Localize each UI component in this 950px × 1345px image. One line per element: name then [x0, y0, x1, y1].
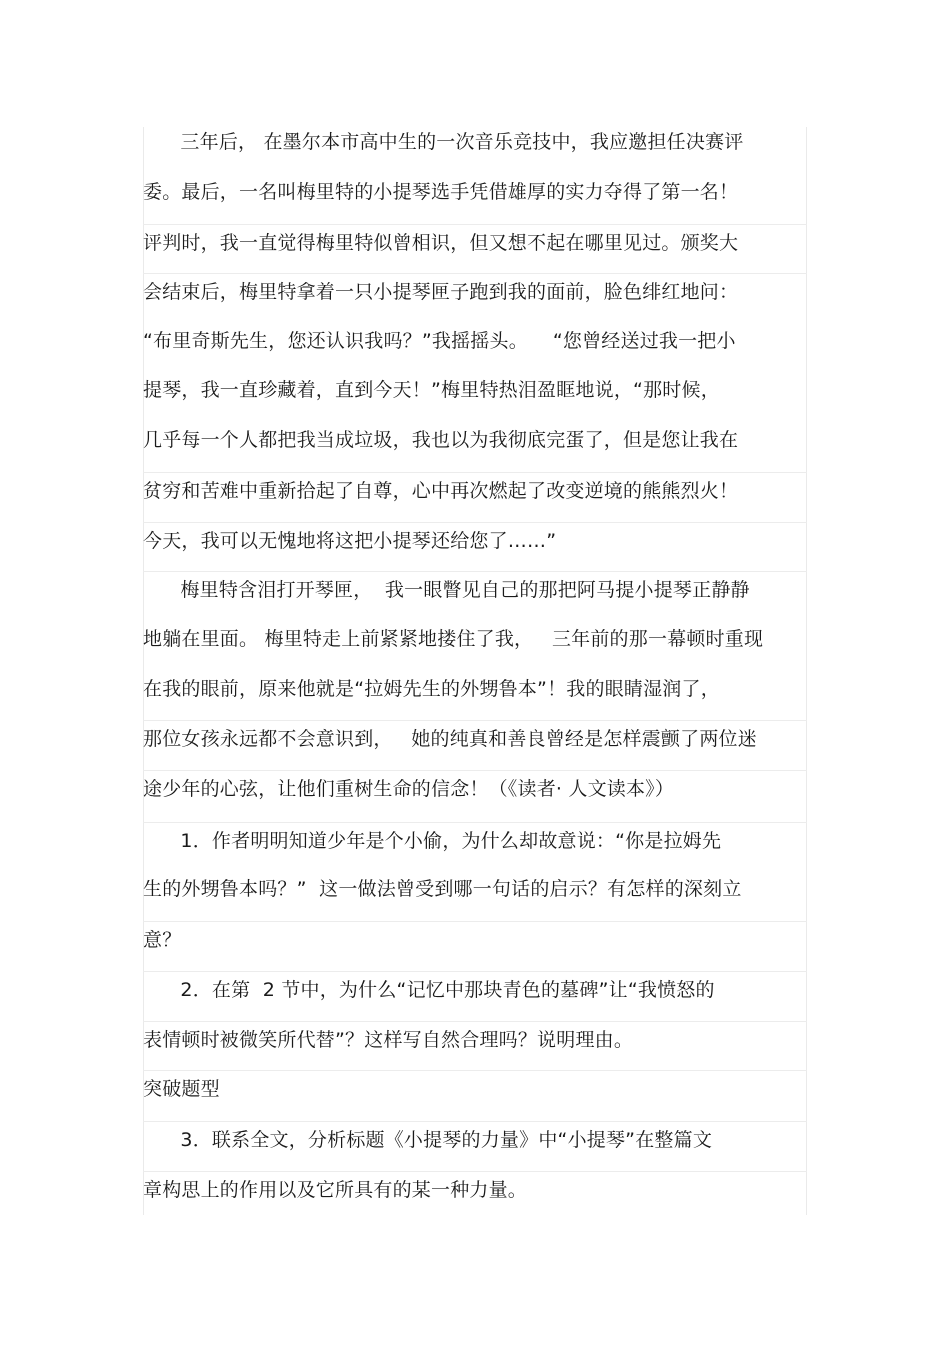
question-2-line-2: 表情顿时被微笑所代替”？这样写自然合理吗？说明理由。: [143, 1021, 807, 1058]
question-2-line-1: 2．在第 2 节中，为什么“记忆中那块青色的墓碑”让“我愤怒的: [143, 971, 807, 1008]
paragraph-line-1: 三年后， 在墨尔本市高中生的一次音乐竞技中，我应邀担任决赛评: [143, 131, 744, 153]
paragraph-line-5: “布里奇斯先生，您还认识我吗？”我摇摇头。 “您曾经送过我一把小: [143, 330, 736, 352]
question-1-line-3: 意？: [143, 921, 807, 958]
question-3-line-1: 3．联系全文，分析标题《小提琴的力量》中“小提琴”在整篇文: [143, 1121, 807, 1158]
question-1-line-2: 生的外甥鲁本吗？” 这一做法曾受到哪一句话的启示？有怎样的深刻立: [143, 878, 742, 900]
section-heading: 突破题型: [143, 1070, 807, 1107]
paragraph-line-4: 会结束后，梅里特拿着一只小提琴匣子跑到我的面前，脸色绯红地问：: [143, 273, 807, 310]
paragraph-line-2: 委。最后，一名叫梅里特的小提琴选手凭借雄厚的实力夺得了第一名！: [143, 181, 739, 203]
paragraph-line-14: 途少年的心弦，让他们重树生命的信念！（《读者· 人文读本》）: [143, 770, 807, 807]
question-1-line-1: 1．作者明明知道少年是个小偷，为什么却故意说：“你是拉姆先: [143, 822, 807, 859]
paragraph-line-8: 贫穷和苦难中重新拾起了自尊，心中再次燃起了改变逆境的熊熊烈火！: [143, 472, 807, 509]
paragraph-line-11: 地躺在里面。 梅里特走上前紧紧地搂住了我， 三年前的那一幕顿时重现: [143, 628, 764, 650]
paragraph-line-12: 在我的眼前，原来他就是“拉姆先生的外甥鲁本”！我的眼睛湿润了，: [143, 678, 720, 700]
paragraph-line-3: 评判时，我一直觉得梅里特似曾相识，但又想不起在哪里见过。颁奖大: [143, 224, 807, 261]
paragraph-line-13: 那位女孩永远都不会意识到， 她的纯真和善良曾经是怎样震颤了两位迷: [143, 720, 807, 757]
paragraph-line-7: 几乎每一个人都把我当成垃圾，我也以为我彻底完蛋了，但是您让我在: [143, 429, 739, 451]
paragraph-line-10: 梅里特含泪打开琴匣， 我一眼瞥见自己的那把阿马提小提琴正静静: [143, 571, 807, 608]
paragraph-line-6: 提琴，我一直珍藏着，直到今天！”梅里特热泪盈眶地说，“那时候，: [143, 379, 720, 401]
question-3-line-2: 章构思上的作用以及它所具有的某一种力量。: [143, 1171, 807, 1208]
paragraph-line-9: 今天，我可以无愧地将这把小提琴还给您了……”: [143, 522, 807, 559]
